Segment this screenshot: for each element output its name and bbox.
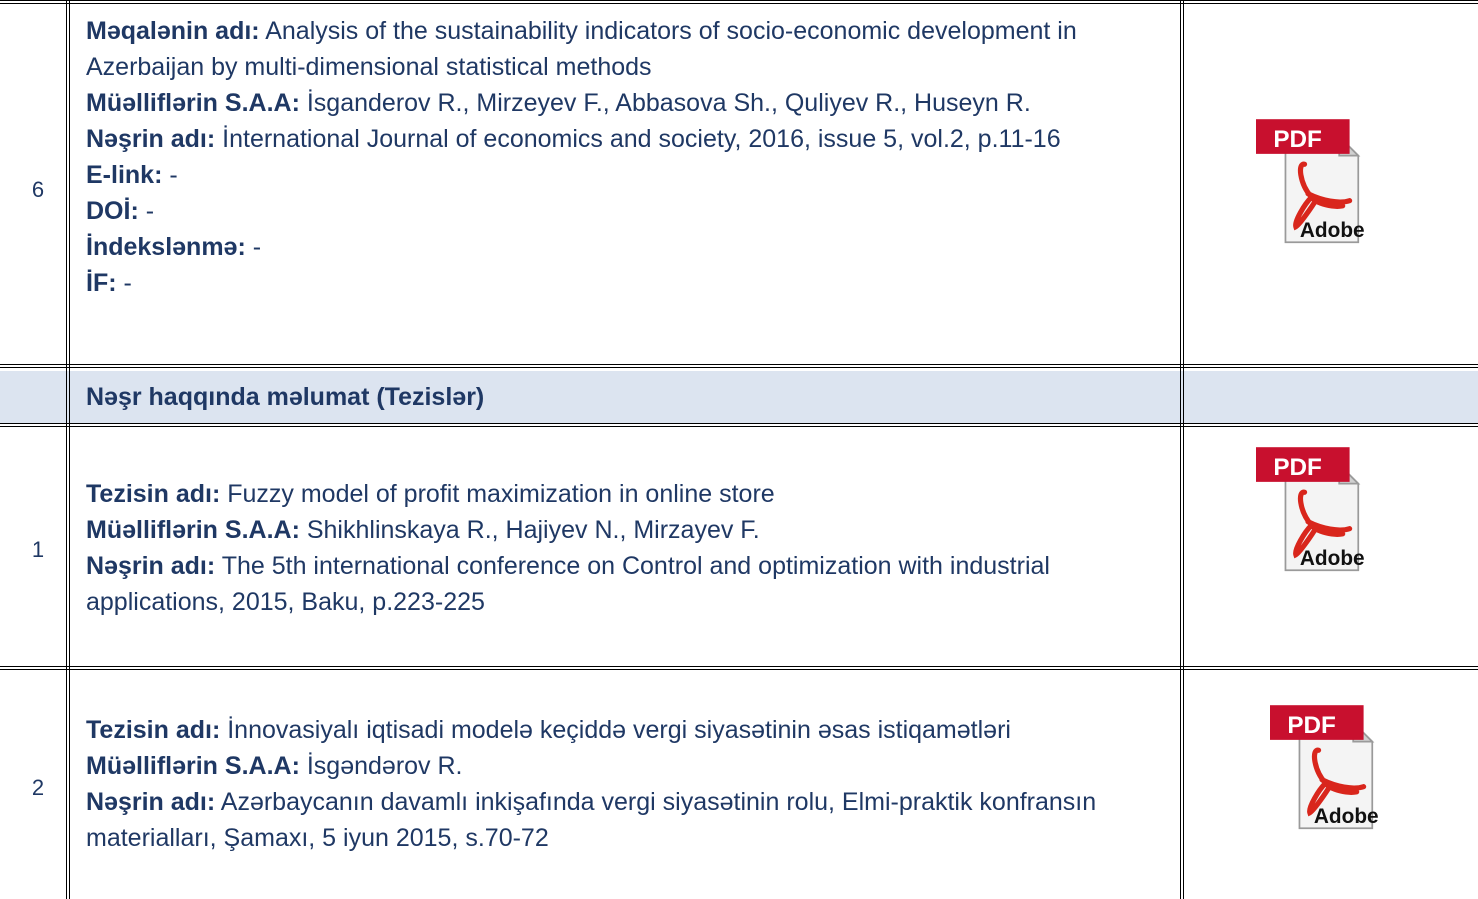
authors-value: İsgəndərov R.: [299, 752, 463, 780]
thesis-title-label: Tezisin adı:: [86, 480, 221, 508]
authors-label: Müəlliflərin S.A.A:: [86, 516, 300, 544]
table-border: [0, 666, 1478, 670]
authors-value: Shikhlinskaya R., Hajiyev N., Mirzayev F.: [299, 516, 760, 544]
elink-label: E-link:: [86, 161, 163, 189]
row-number: 6: [31, 177, 45, 202]
pdf-download-icon[interactable]: [1248, 442, 1368, 572]
pdf-badge-text: PDF: [1273, 125, 1322, 153]
impact-factor-label: İF:: [86, 269, 117, 297]
adobe-text: Adobe: [1299, 219, 1365, 243]
authors-value: İsganderov R., Mirzeyev F., Abbasova Sh., Quliyev R., Huseyn R.: [299, 89, 1031, 117]
thesis-title-value: İnnovasiyalı iqtisadi modelə keçiddə vergi siyasətinin əsas istiqamətləri: [220, 716, 1011, 744]
impact-factor-line: [86, 265, 1174, 301]
publication-label: Nəşrin adı:: [86, 788, 216, 816]
doi-line: [86, 193, 1174, 229]
table-border: [0, 364, 1478, 368]
article-title-value: Analysis of the sustainability indicators of socio-economic development in Azerbaijan by multi-dimensional statistical methods: [86, 17, 1077, 81]
doi-label: DOİ:: [86, 197, 139, 225]
adobe-text: Adobe: [1299, 547, 1365, 571]
pdf-badge-text: PDF: [1273, 453, 1322, 481]
table-border: [66, 0, 70, 899]
authors-label: Müəlliflərin S.A.A:: [86, 89, 300, 117]
article-publication-line: [86, 121, 1174, 157]
adobe-text: Adobe: [1313, 805, 1379, 829]
table-border: [0, 0, 1478, 4]
publication-label: Nəşrin adı:: [86, 125, 216, 153]
article-title-label: Məqalənin adı:: [86, 17, 260, 45]
elink-value: -: [162, 161, 178, 189]
indexing-value: -: [245, 233, 262, 261]
article-authors-line: [86, 85, 1174, 121]
impact-factor-value: -: [116, 269, 132, 297]
thesis-title-value: Fuzzy model of profit maximization in online store: [220, 480, 775, 508]
thesis-title-line: [86, 476, 1174, 512]
publication-value: İnternational Journal of economics and society, 2016, issue 5, vol.2, p.11-16: [215, 125, 1061, 153]
doi-value: -: [138, 197, 155, 225]
pdf-download-icon[interactable]: [1262, 700, 1382, 830]
row-number: 1: [31, 537, 45, 562]
thesis-publication-line: [86, 548, 1174, 620]
publication-label: Nəşrin adı:: [86, 552, 216, 580]
publication-value: The 5th international conference on Control and optimization with industrial applications, 2015, Baku, p.223-225: [86, 552, 1050, 616]
publication-value: Azərbaycanın davamlı inkişafında vergi siyasətinin rolu, Elmi-praktik konfransın materialları, Şamaxı, 5 iyun 2015, s.70-72: [86, 788, 1097, 852]
thesis-authors-line: [86, 748, 1174, 784]
thesis-title-line: [86, 712, 1174, 748]
thesis-title-label: Tezisin adı:: [86, 716, 221, 744]
authors-label: Müəlliflərin S.A.A:: [86, 752, 300, 780]
table-border: [1180, 0, 1184, 899]
thesis-publication-line: [86, 784, 1174, 856]
table-border: [0, 423, 1478, 427]
pdf-badge-text: PDF: [1287, 711, 1336, 739]
thesis-entry: [86, 712, 1174, 856]
indexing-line: [86, 229, 1174, 265]
indexing-label: İndekslənmə:: [86, 233, 246, 261]
thesis-authors-line: [86, 512, 1174, 548]
elink-line: [86, 157, 1174, 193]
thesis-entry: [86, 476, 1174, 620]
section-title: Nəşr haqqında məlumat (Tezislər): [86, 383, 485, 411]
article-title-line: [86, 13, 1174, 85]
row-number: 2: [31, 775, 45, 800]
article-entry: [86, 13, 1174, 301]
pdf-download-icon[interactable]: [1248, 114, 1368, 244]
